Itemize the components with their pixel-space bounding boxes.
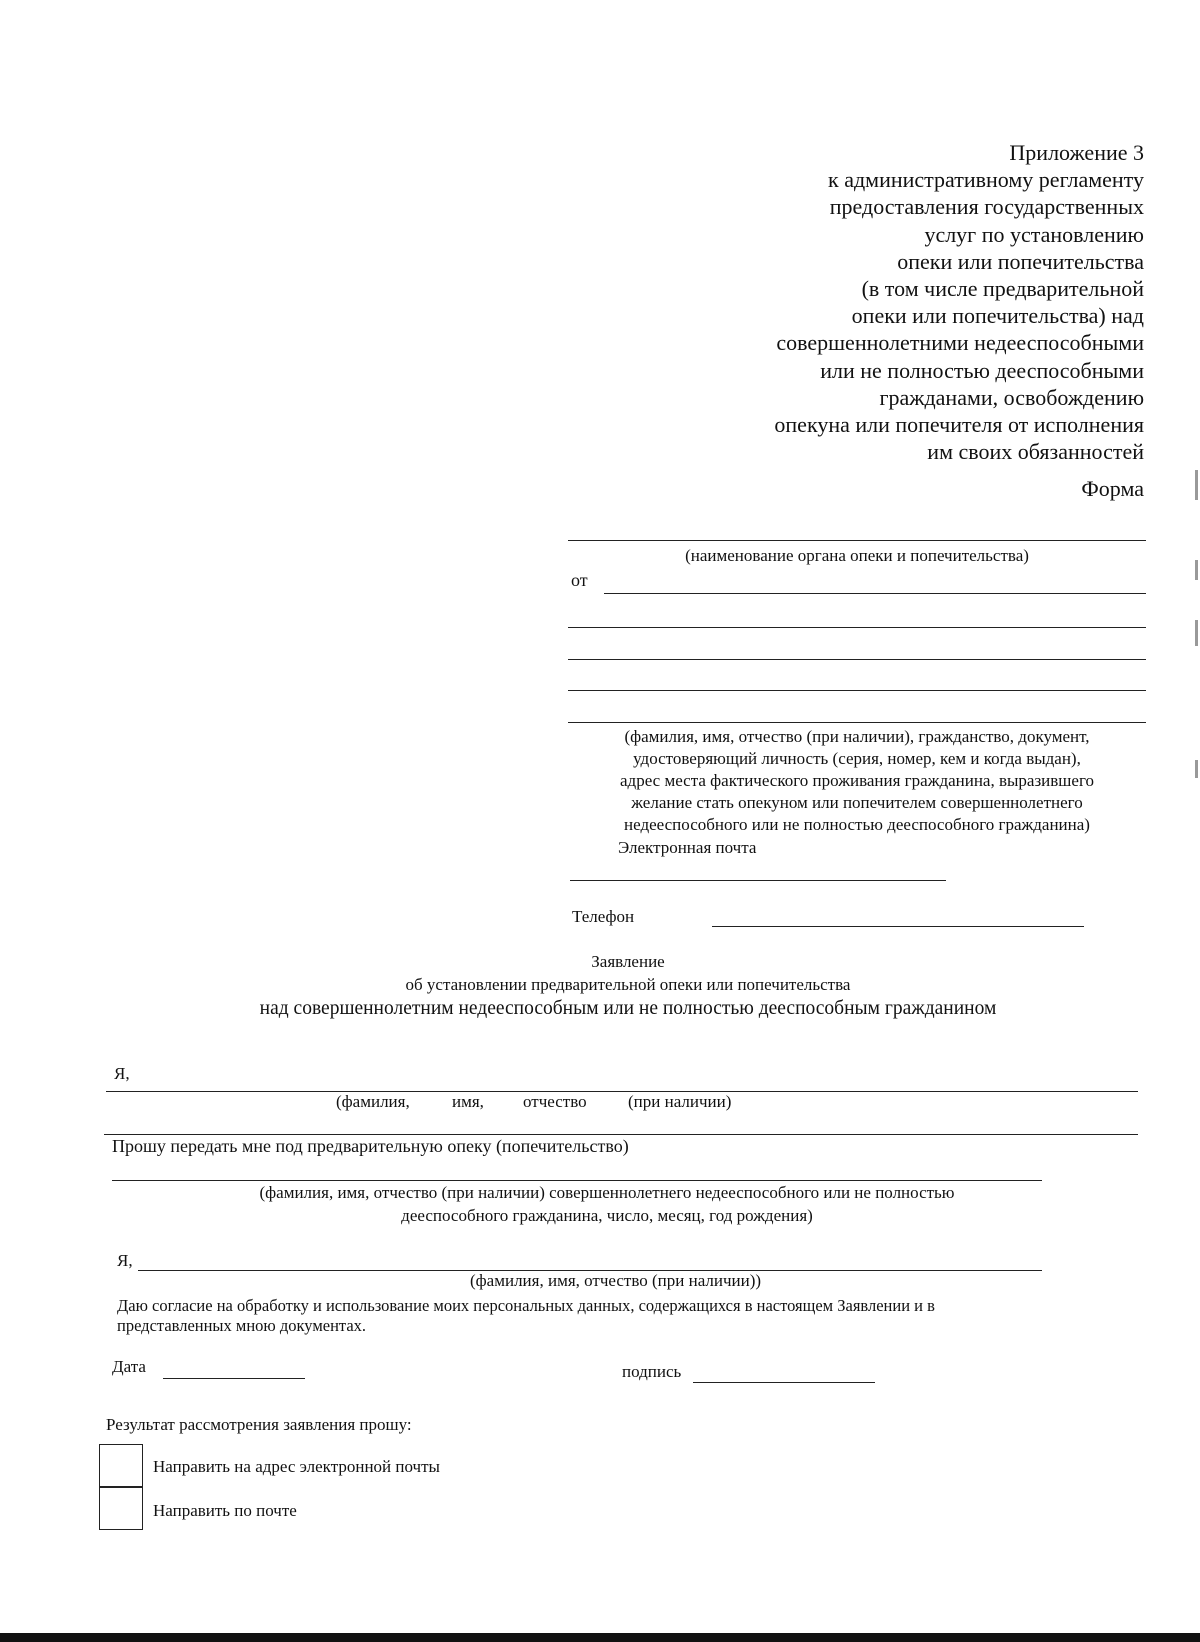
applicant-field-line-5[interactable] xyxy=(568,722,1146,723)
date-field[interactable] xyxy=(163,1378,305,1379)
appendix-header-line: совершеннолетними недееспособными xyxy=(776,330,1144,356)
title-line-1: Заявление xyxy=(591,952,665,971)
ward-caption-line: дееспособного гражданина, число, месяц, год рождения) xyxy=(401,1206,813,1225)
appendix-header xyxy=(584,139,1144,465)
organ-name-caption: (наименование органа опеки и попечительства) xyxy=(685,546,1029,565)
scan-bottom-border xyxy=(0,1633,1200,1642)
caption-patronymic: отчество xyxy=(523,1092,587,1111)
caption-name: имя, xyxy=(452,1092,484,1111)
applicant-field-line-1[interactable] xyxy=(604,593,1146,594)
title-line-3: над совершеннолетним недееспособным или не полностью дееспособным гражданином xyxy=(259,998,997,1019)
caption-if-any: (при наличии) xyxy=(628,1092,732,1111)
email-option-checkbox[interactable] xyxy=(99,1444,143,1487)
applicant-caption-line: адрес места фактического проживания гражданина, выразившего xyxy=(620,771,1094,790)
ya-label-1: Я, xyxy=(114,1064,130,1083)
applicant-caption-line: (фамилия, имя, отчество (при наличии), гражданство, документ, xyxy=(624,727,1090,746)
applicant-field-line-3[interactable] xyxy=(568,659,1146,660)
scan-edge-mark xyxy=(1195,760,1198,778)
applicant-caption-line: удостоверяющий личность (серия, номер, кем и когда выдан), xyxy=(633,749,1081,768)
appendix-header-line: опеки или попечительства) над xyxy=(851,303,1144,329)
phone-label: Телефон xyxy=(572,907,635,926)
signature-label: подпись xyxy=(622,1362,682,1381)
appendix-header-line: или не полностью дееспособными xyxy=(820,357,1144,383)
organ-name-field[interactable] xyxy=(568,540,1146,541)
applicant-caption xyxy=(560,726,1154,836)
applicant-caption-line: недееспособного или не полностью дееспособного гражданина) xyxy=(624,815,1090,834)
form-label: Форма xyxy=(1081,476,1144,501)
applicant-caption-line: желание стать опекуном или попечителем совершеннолетнего xyxy=(631,793,1083,812)
ward-caption-line: (фамилия, имя, отчество (при наличии) совершеннолетнего недееспособного или не полностью xyxy=(259,1183,955,1202)
consent-line: представленных мною документах. xyxy=(117,1316,367,1335)
appendix-header-line: Приложение 3 xyxy=(1009,140,1144,165)
appendix-header-line: им своих обязанностей xyxy=(927,439,1144,465)
date-label: Дата xyxy=(112,1357,146,1376)
applicant-name-field[interactable] xyxy=(106,1091,1138,1092)
title-line-2: об установлении предварительной опеки или попечительства xyxy=(405,975,851,994)
email-option-label: Направить на адрес электронной почты xyxy=(153,1457,440,1476)
applicant-field-line-2[interactable] xyxy=(568,627,1146,628)
name-caption-2: (фамилия, имя, отчество (при наличии)) xyxy=(470,1271,762,1290)
applicant-name-field-2[interactable] xyxy=(104,1134,1138,1135)
appendix-header-line: (в том числе предварительной xyxy=(861,276,1144,302)
consent-text xyxy=(117,1296,935,1336)
appendix-header-line: услуг по установлению xyxy=(924,221,1144,247)
appendix-header-line: к административному регламенту xyxy=(828,167,1144,193)
appendix-header-line: опекуна или попечителя от исполнения xyxy=(774,412,1144,438)
signature-field[interactable] xyxy=(693,1382,875,1383)
email-field[interactable] xyxy=(570,880,946,881)
post-option-label: Направить по почте xyxy=(153,1501,297,1520)
appendix-header-line: предоставления государственных xyxy=(829,194,1144,220)
request-text: Прошу передать мне под предварительную опеку (попечительство) xyxy=(112,1136,629,1156)
appendix-header-line: опеки или попечительства xyxy=(897,248,1144,274)
phone-field[interactable] xyxy=(712,926,1084,927)
from-label: от xyxy=(571,570,588,590)
applicant-field-line-4[interactable] xyxy=(568,690,1146,691)
appendix-header-line: гражданами, освобождению xyxy=(879,384,1144,410)
post-option-checkbox[interactable] xyxy=(99,1487,143,1530)
scan-edge-mark xyxy=(1195,560,1198,580)
scan-edge-mark xyxy=(1195,470,1198,500)
result-label: Результат рассмотрения заявления прошу: xyxy=(106,1415,412,1434)
caption-surname: (фамилия, xyxy=(336,1092,410,1111)
consent-line: Даю согласие на обработку и использование моих персональных данных, содержащихся в настоящем Заявлении и в xyxy=(117,1296,935,1315)
document-title xyxy=(0,950,1200,1022)
ward-caption xyxy=(112,1181,1102,1227)
email-label: Электронная почта xyxy=(618,838,757,857)
ya-label-2: Я, xyxy=(117,1251,133,1270)
scan-edge-mark xyxy=(1195,620,1198,646)
